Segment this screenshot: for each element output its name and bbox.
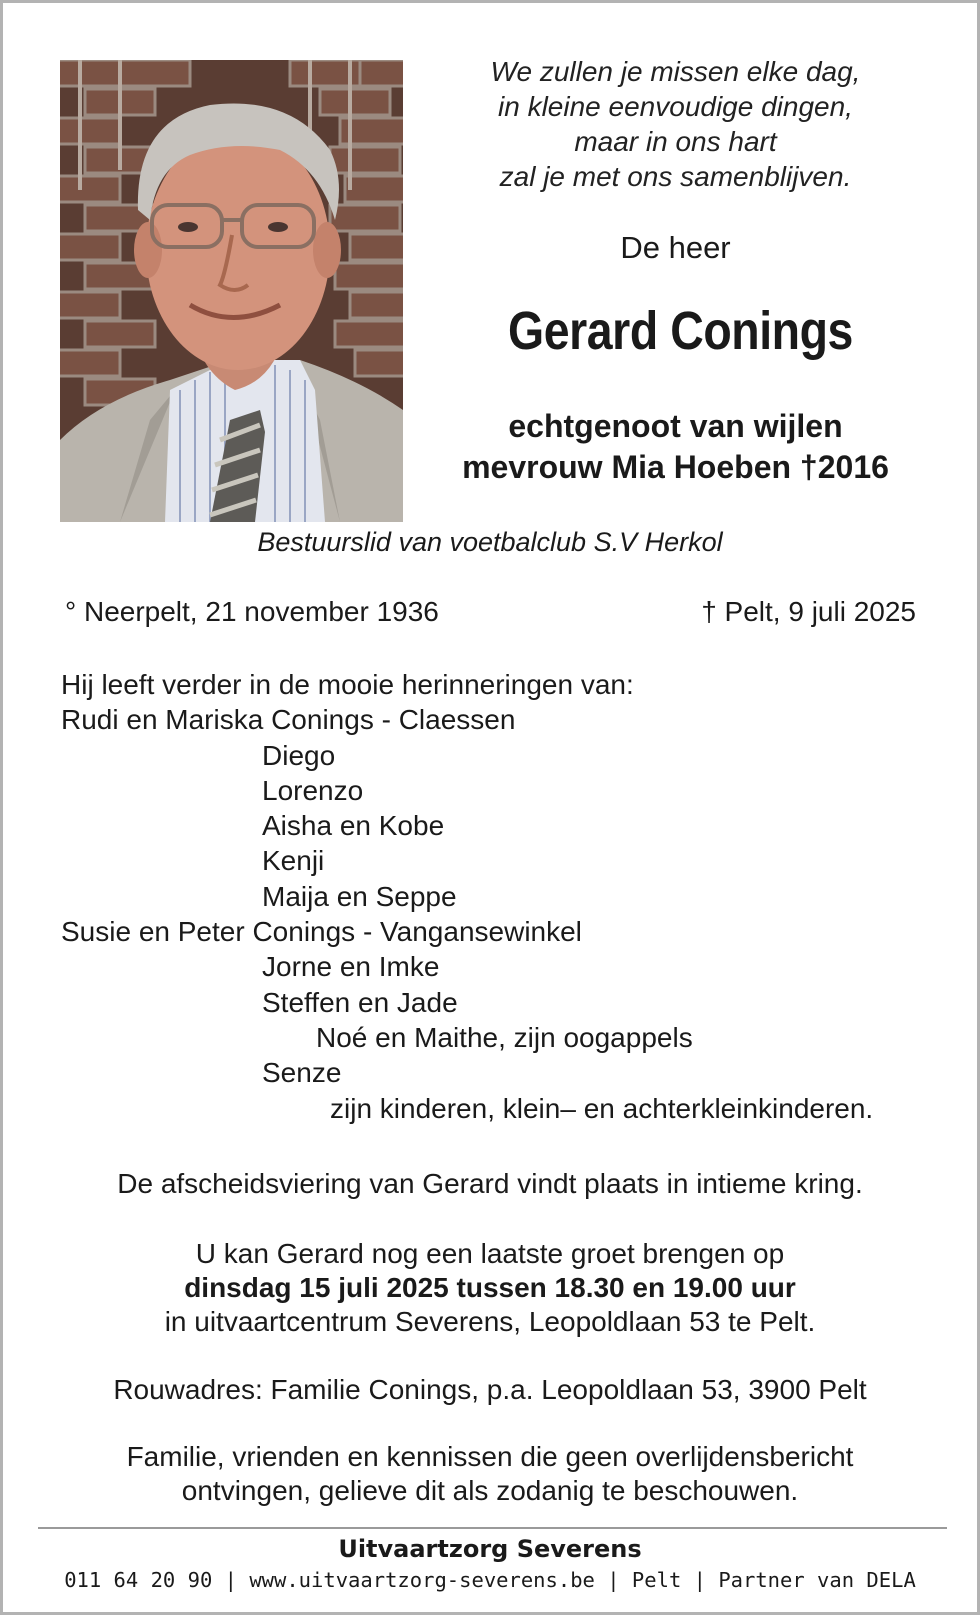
list-item: Kenji	[262, 845, 325, 877]
list-item: Rudi en Mariska Conings - Claessen	[61, 704, 516, 736]
spouse-line: mevrouw Mia Hoeben †2016	[462, 449, 889, 485]
list-item: Lorenzo	[262, 774, 364, 806]
list-item: Senze	[262, 1057, 342, 1089]
notice-text	[3, 1440, 977, 1508]
list-item: Jorne en Imke	[262, 951, 440, 983]
list-item: Noé en Maithe, zijn oogappels	[316, 1021, 693, 1053]
deceased-name: Gerard Conings	[508, 301, 853, 361]
spouse-line: echtgenoot van wijlen	[508, 408, 843, 444]
list-item: Diego	[262, 739, 336, 771]
list-item: Susie en Peter Conings - Vangansewinkel	[61, 916, 582, 948]
family-list	[61, 667, 941, 1126]
family-intro: Hij leeft verder in de mooie herinneringen van:	[61, 669, 634, 700]
mourning-address	[3, 1373, 977, 1407]
poem-line: We zullen je missen elke dag,	[490, 56, 861, 87]
memorial-poem	[423, 54, 928, 194]
poem-line: zal je met ons samenblijven.	[499, 161, 852, 192]
funeral-home-name: Uitvaartzorg Severens	[338, 1535, 642, 1563]
ceremony-line: De afscheidsviering van Gerard vindt plaats in intieme kring.	[117, 1168, 863, 1199]
visitation-location: in uitvaartcentrum Severens, Leopoldlaan 53 te Pelt.	[164, 1306, 816, 1337]
poem-line: in kleine eenvoudige dingen,	[498, 91, 853, 122]
footer-divider	[38, 1527, 947, 1529]
birth-info: ° Neerpelt, 21 november 1936	[65, 596, 439, 627]
portrait-photo	[60, 60, 403, 522]
death-info: † Pelt, 9 juli 2025	[701, 596, 916, 627]
visitation-info	[3, 1237, 977, 1339]
notice-line: Familie, vrienden en kennissen die geen overlijdensbericht	[126, 1441, 854, 1472]
list-item: Aisha en Kobe	[262, 810, 445, 842]
list-item: Steffen en Jade	[262, 986, 458, 1018]
ceremony-text	[3, 1167, 977, 1201]
funeral-home-contact: 011 64 20 90 | www.uitvaartzorg-severens.be | Pelt | Partner van DELA	[64, 1568, 916, 1592]
address-line: Rouwadres: Familie Conings, p.a. Leopoldlaan 53, 3900 Pelt	[113, 1374, 867, 1405]
list-item: zijn kinderen, klein– en achterkleinkinderen.	[330, 1092, 874, 1124]
honorific: De heer	[620, 230, 731, 265]
spouse-info	[418, 406, 933, 488]
visitation-date: dinsdag 15 juli 2025 tussen 18.30 en 19.00 uur	[184, 1272, 796, 1303]
poem-line: maar in ons hart	[574, 126, 777, 157]
list-item: Maija en Seppe	[262, 880, 457, 912]
notice-line: ontvingen, gelieve dit als zodanig te beschouwen.	[181, 1475, 799, 1506]
visitation-line: U kan Gerard nog een laatste groet brengen op	[195, 1238, 785, 1269]
role-line: Bestuurslid van voetbalclub S.V Herkol	[257, 527, 723, 557]
